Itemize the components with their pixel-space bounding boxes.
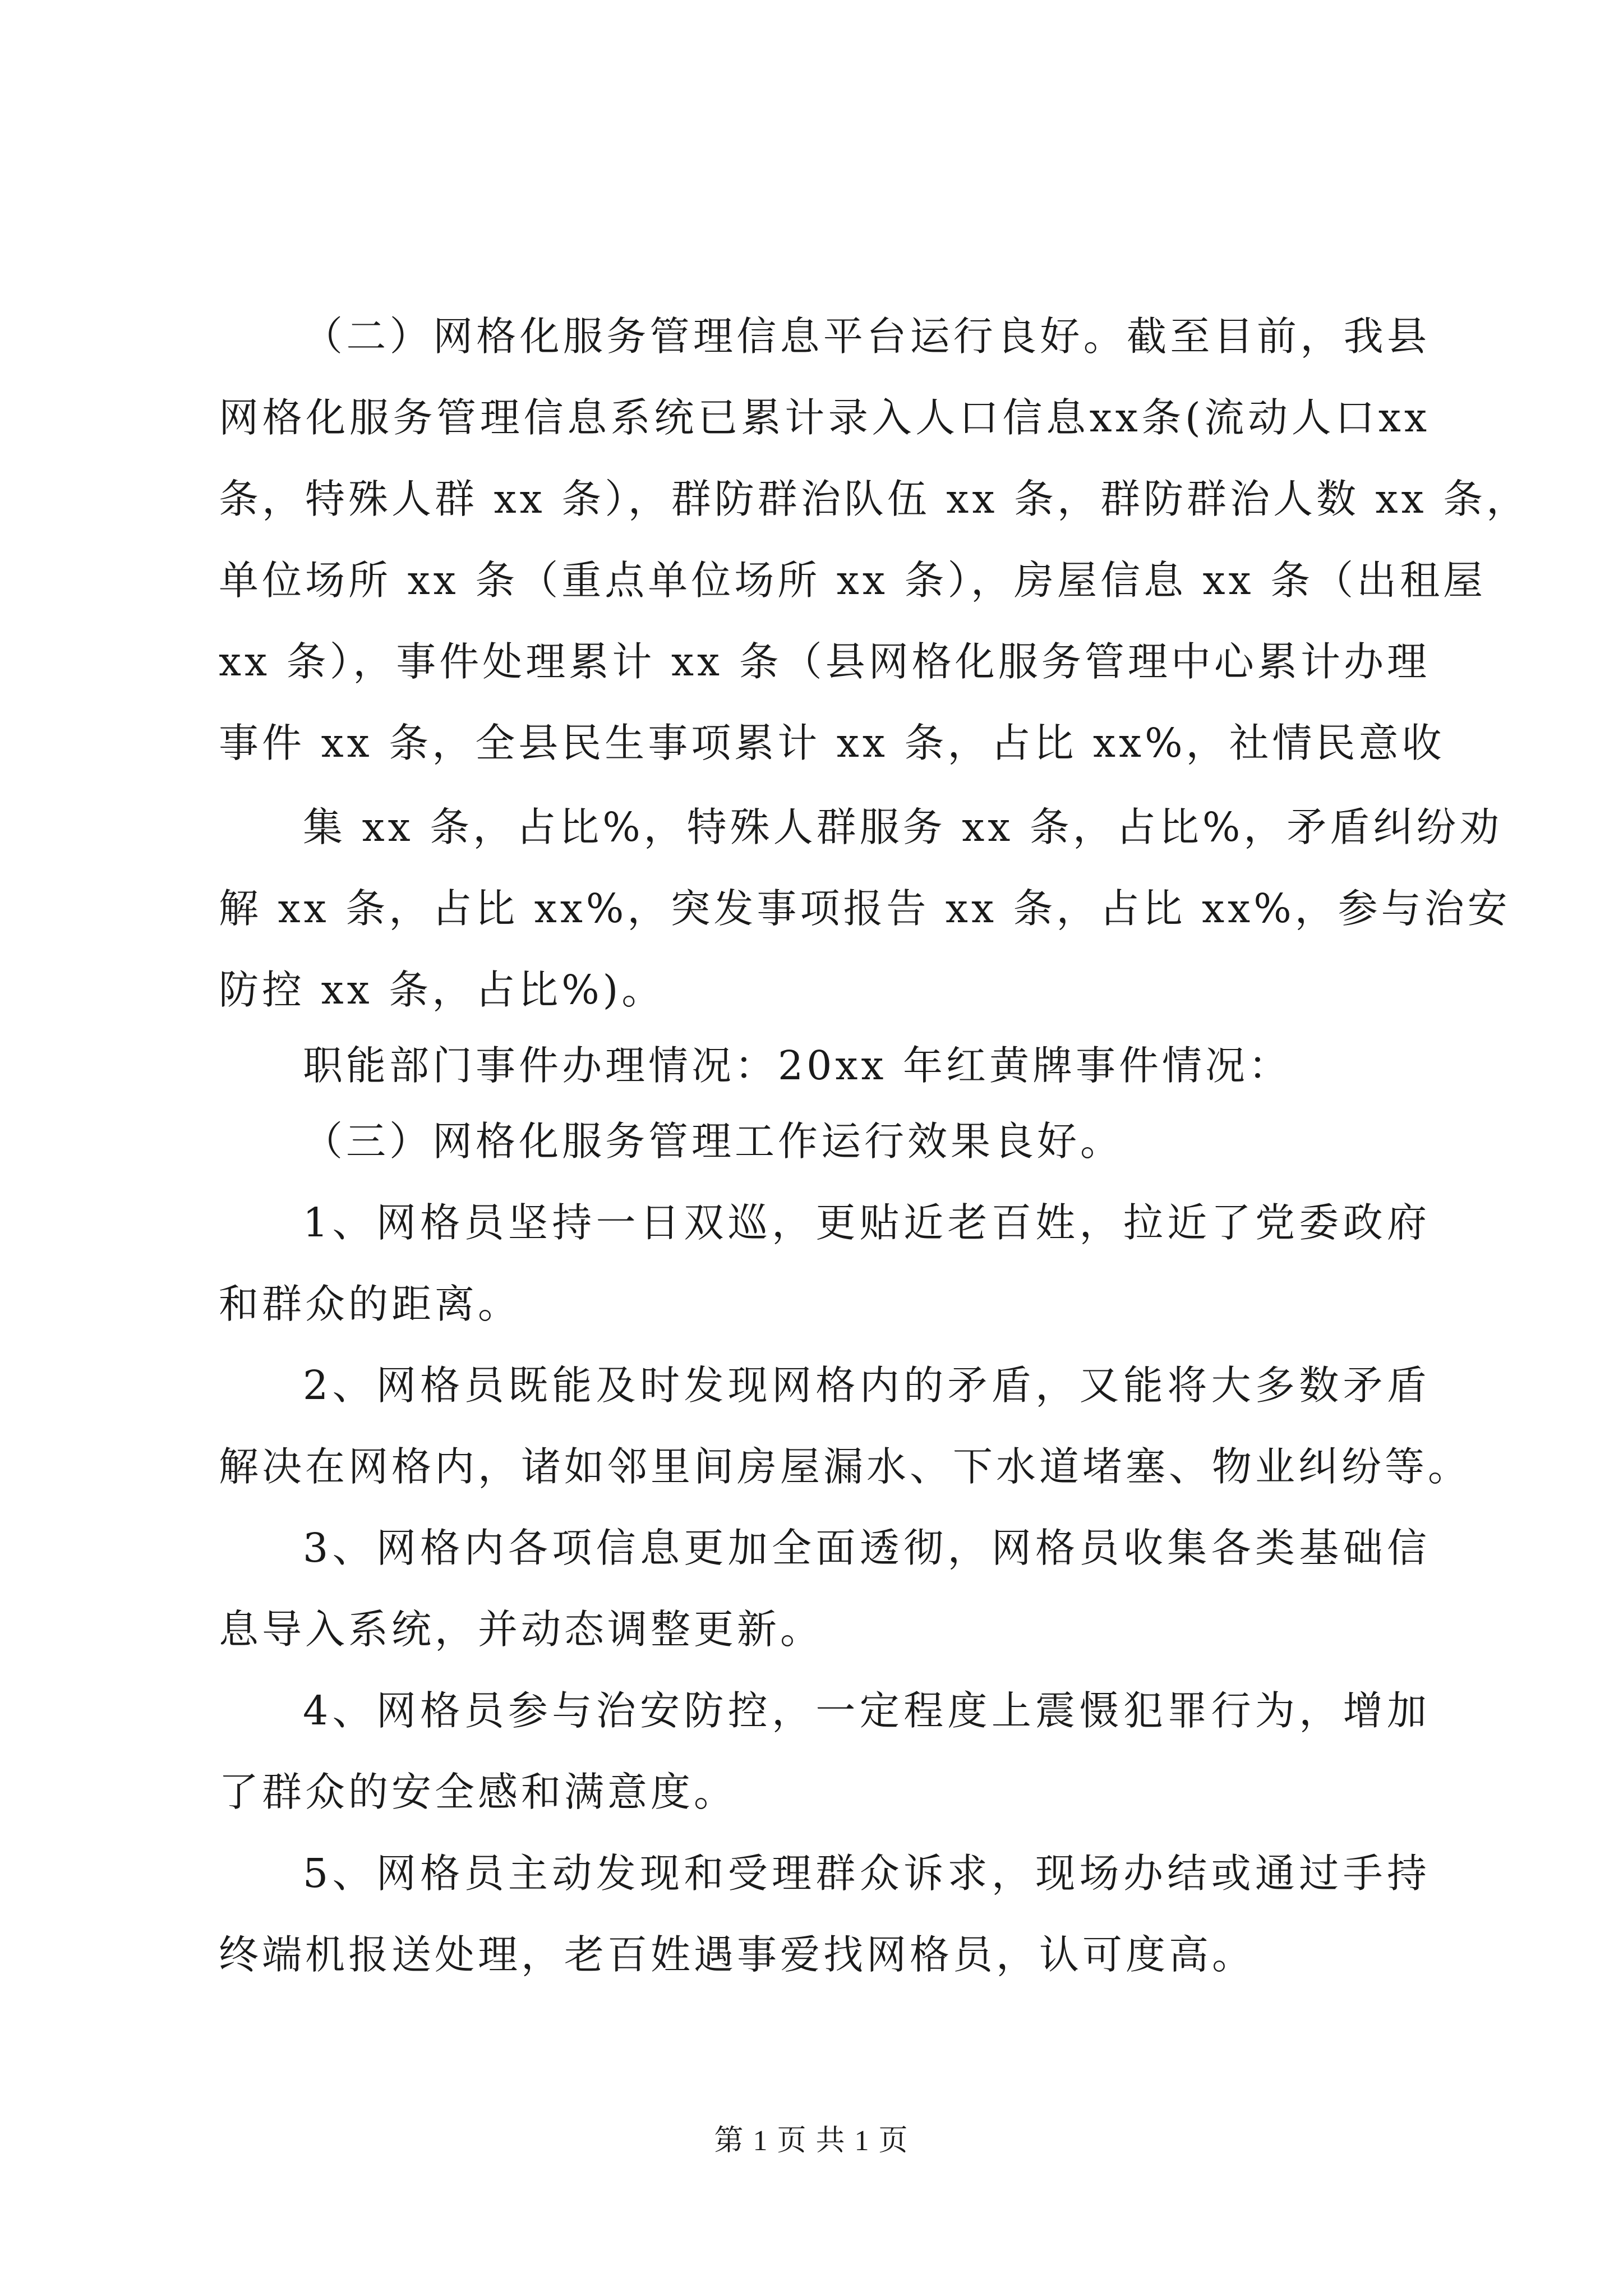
list-item-line: 息导入系统，并动态调整更新。 bbox=[219, 1606, 824, 1653]
list-item-line: 3、网格内各项信息更加全面透彻，网格员收集各类基础信 bbox=[303, 1525, 1430, 1571]
page-footer: 第 1 页 共 1 页 bbox=[714, 2125, 909, 2157]
paragraph-line: 集 xx 条，占比%，特殊人群服务 xx 条，占比%，矛盾纠纷劝 bbox=[303, 804, 1503, 850]
paragraph-line: 条，特殊人群 xx 条），群防群治队伍 xx 条，群防群治人数 xx 条， bbox=[219, 476, 1530, 522]
paragraph-line: 单位场所 xx 条（重点单位场所 xx 条），房屋信息 xx 条（出租屋 bbox=[219, 557, 1487, 604]
paragraph-line: xx 条），事件处理累计 xx 条（县网格化服务管理中心累计办理 bbox=[219, 638, 1430, 685]
paragraph-line: 事件 xx 条，全县民生事项累计 xx 条，占比 xx%，社情民意收 bbox=[219, 720, 1445, 766]
paragraph-line: 职能部门事件办理情况：20xx 年红黄牌事件情况： bbox=[303, 1042, 1292, 1089]
paragraph-line: （二）网格化服务管理信息平台运行良好。截至目前，我县 bbox=[303, 313, 1430, 360]
list-item-line: 和群众的距离。 bbox=[219, 1281, 522, 1327]
paragraph-line: 网格化服务管理信息系统已累计录入人口信息xx条(流动人口xx bbox=[219, 394, 1430, 441]
list-item-line: 终端机报送处理，老百姓遇事爱找网格员，认可度高。 bbox=[219, 1931, 1256, 1978]
list-item-line: 了群众的安全感和满意度。 bbox=[219, 1769, 737, 1815]
paragraph-line: 防控 xx 条，占比%)。 bbox=[219, 967, 665, 1013]
list-item-line: 2、网格员既能及时发现网格内的矛盾，又能将大多数矛盾 bbox=[303, 1362, 1430, 1409]
list-item-line: 4、网格员参与治安防控，一定程度上震慑犯罪行为，增加 bbox=[303, 1687, 1430, 1734]
section-heading: （三）网格化服务管理工作运行效果良好。 bbox=[303, 1118, 1124, 1165]
paragraph-line: 解 xx 条，占比 xx%，突发事项报告 xx 条，占比 xx%，参与治安 bbox=[219, 885, 1511, 932]
list-item-line: 5、网格员主动发现和受理群众诉求，现场办结或通过手持 bbox=[303, 1850, 1430, 1897]
list-item-line: 解决在网格内，诸如邻里间房屋漏水、下水道堵塞、物业纠纷等。 bbox=[219, 1443, 1472, 1490]
list-item-line: 1、网格员坚持一日双巡，更贴近老百姓，拉近了党委政府 bbox=[303, 1199, 1430, 1246]
